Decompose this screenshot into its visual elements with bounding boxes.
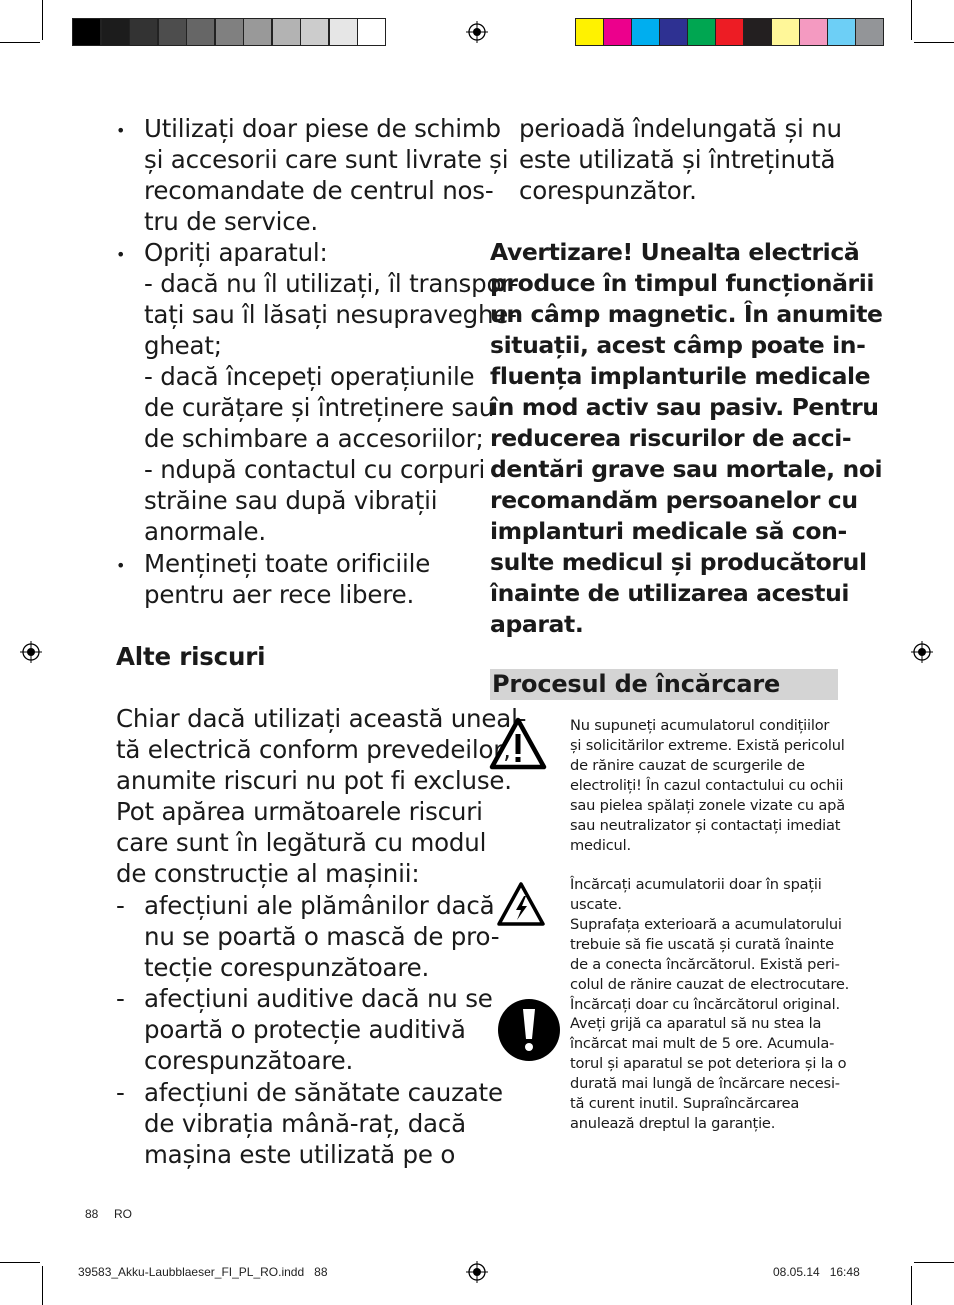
text-line: electroliți! În cazul contactului cu ochii [570, 777, 844, 794]
bullet: • [116, 121, 126, 140]
page-number: 88 [85, 1207, 99, 1221]
text-line: Pot apărea următoarele riscuri [116, 797, 483, 826]
text-line: de vibrația mână-raț, dacă [144, 1109, 466, 1138]
page-language: RO [114, 1207, 132, 1221]
text-line: sau neutralizator și contactați imediat [570, 817, 841, 834]
text-line: Încărcați acumulatorii doar în spații [570, 876, 822, 893]
electric-hazard-icon [496, 880, 546, 930]
text-line: torul și aparatul se pot deteriora și la o [570, 1055, 847, 1072]
text-line: Suprafața exterioară a acumulatorului [570, 916, 842, 933]
text-line: Utilizați doar piese de schimb [144, 114, 501, 143]
text-line: tați sau îl lăsați nesupraveghe- [144, 300, 517, 329]
dash: - [116, 984, 125, 1013]
text-line: medicul. [570, 837, 631, 854]
text-line: de curățare și întreținere sau [144, 393, 495, 422]
slug-date: 08.05.14 16:48 [773, 1265, 860, 1279]
text-line: anumite riscuri nu pot fi excluse. [116, 766, 512, 795]
dash: - [116, 1078, 125, 1107]
text-line: perioadă îndelungată și nu [519, 114, 842, 143]
crop-mark [911, 1266, 912, 1305]
registration-mark-icon [466, 1261, 488, 1283]
text-line: tă electrică conform prevedeilor, [116, 735, 511, 764]
crop-mark [42, 1266, 43, 1305]
text-line: Opriți aparatul: [144, 238, 328, 267]
text-line: sulte medicul și producătorul [490, 548, 867, 576]
text-line: Chiar dacă utilizați această uneal- [116, 704, 527, 733]
text-line: tecție corespunzătoare. [144, 953, 430, 982]
text-line: și accesorii care sunt livrate și [144, 145, 509, 174]
text-line: situații, acest câmp poate in- [490, 331, 866, 359]
text-line: afecțiuni de sănătate cauzate [144, 1078, 503, 1107]
bullet: • [116, 556, 126, 575]
text-line: recomandăm persoanelor cu [490, 486, 858, 514]
slug-filename: 39583_Akku-Laubblaeser_FI_PL_RO.indd 88 [78, 1265, 328, 1279]
text-line: de rănire cauzat de scurgerile de [570, 757, 805, 774]
text-line: colul de rănire cauzat de electrocutare. [570, 976, 850, 993]
text-line: care sunt în legătură cu modul [116, 828, 487, 857]
text-line: gheat; [144, 331, 222, 360]
text-line: Aveți grijă ca aparatul să nu stea la [570, 1015, 822, 1032]
text-line: în mod activ sau pasiv. Pentru [490, 393, 879, 421]
text-line: Avertizare! Unealta electrică [490, 238, 860, 266]
text-line: străine sau după vibrații [144, 486, 438, 515]
text-line: încărcat mai mult de 5 ore. Acumula- [570, 1035, 835, 1052]
exclamation-circle-icon [496, 997, 562, 1063]
text-line: pentru aer rece libere. [144, 580, 415, 609]
text-line: de construcție al mașinii: [116, 859, 420, 888]
text-line: aparat. [490, 610, 584, 638]
text-line: corespunzătoare. [144, 1046, 354, 1075]
crop-mark [0, 1262, 40, 1263]
bullet: • [116, 245, 126, 264]
text-line: de a conecta încărcătorul. Există peri- [570, 956, 840, 973]
text-line: fluența implanturile medicale [490, 362, 871, 390]
text-line: uscate. [570, 896, 622, 913]
text-line: este utilizată și întreținută [519, 145, 836, 174]
text-line: înainte de utilizarea acestui [490, 579, 850, 607]
warning-triangle-icon [489, 717, 547, 771]
text-line: recomandate de centrul nos- [144, 176, 494, 205]
text-line: Încărcați doar cu încărcătorul original. [570, 996, 840, 1013]
text-line: corespunzător. [519, 176, 697, 205]
text-line: - dacă începeți operațiunile [144, 362, 475, 391]
text-line: tru de service. [144, 207, 318, 236]
text-line: Mențineți toate orificiile [144, 549, 431, 578]
text-line: tă curent inutil. Supraîncărcarea [570, 1095, 800, 1112]
text-line: trebuie să fie uscată și curată înainte [570, 936, 834, 953]
text-line: nu se poartă o mască de pro- [144, 922, 500, 951]
text-line: anormale. [144, 517, 266, 546]
text-line: produce în timpul funcționării [490, 269, 875, 297]
text-line: și solicitărilor extreme. Există pericolul [570, 737, 845, 754]
text-line: - dacă nu îl utilizați, îl transpor- [144, 269, 519, 298]
text-line: afecțiuni ale plămânilor dacă [144, 891, 495, 920]
text-line: poartă o protecție auditivă [144, 1015, 466, 1044]
text-line: un câmp magnetic. În anumite [490, 300, 883, 328]
text-line: anulează dreptul la garanție. [570, 1115, 776, 1132]
text-line: mașina este utilizată pe o [144, 1140, 456, 1169]
crop-mark [914, 1262, 954, 1263]
section-heading: Alte riscuri [116, 642, 266, 671]
text-line: reducerea riscurilor de acci- [490, 424, 852, 452]
text-line: implanturi medicale să con- [490, 517, 847, 545]
text-line: Nu supuneți acumulatorul condițiilor [570, 717, 830, 734]
section-heading: Procesul de încărcare [492, 670, 781, 698]
dash: - [116, 891, 125, 920]
text-line: - ndupă contactul cu corpuri [144, 455, 486, 484]
text-line: dentări grave sau mortale, noi [490, 455, 883, 483]
text-line: sau pielea spălați zonele vizate cu apă [570, 797, 845, 814]
text-line: de schimbare a accesoriilor; [144, 424, 484, 453]
text-line: afecțiuni auditive dacă nu se [144, 984, 493, 1013]
text-line: durată mai lungă de încărcare necesi- [570, 1075, 840, 1092]
